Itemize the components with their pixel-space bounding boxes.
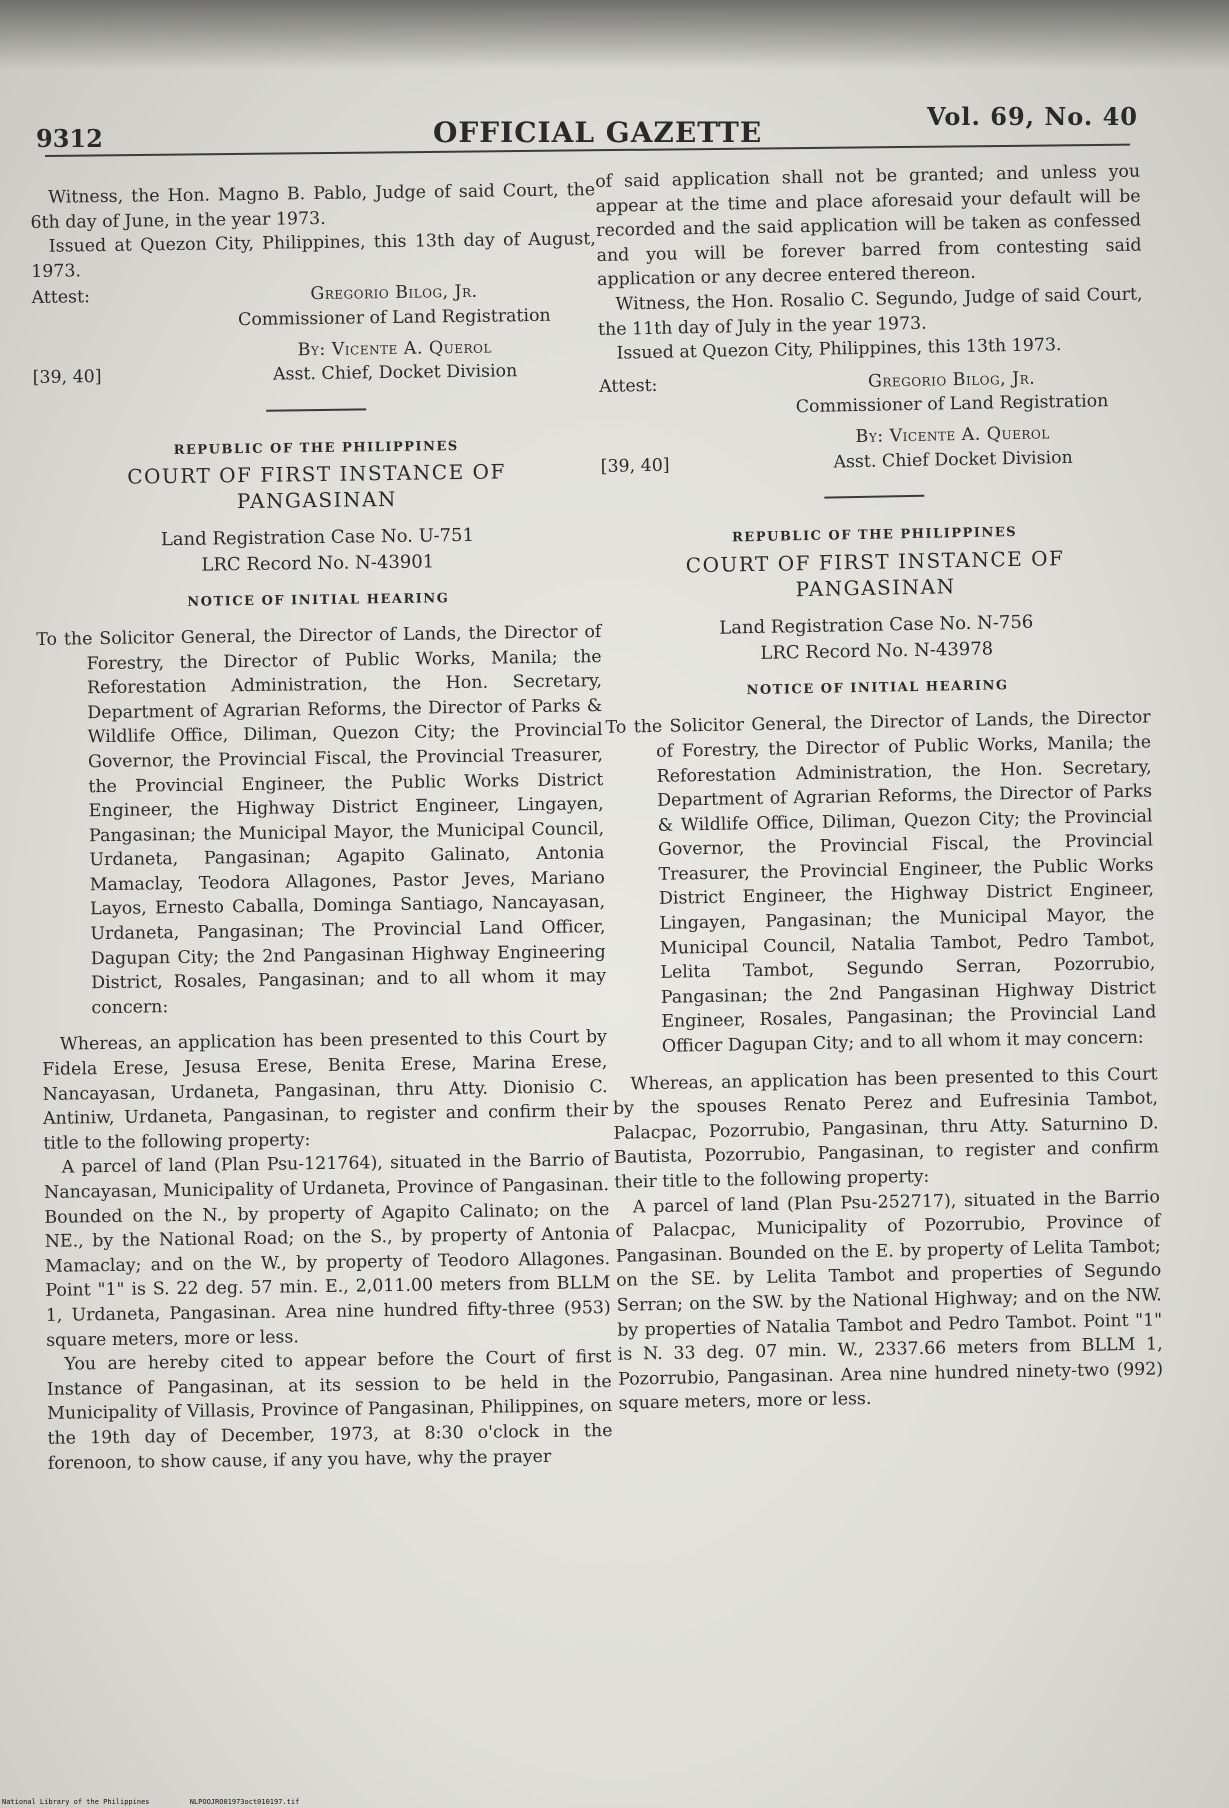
volume-number: Vol. 69, No. 40 <box>927 102 1138 131</box>
page-number: 9312 <box>36 124 103 153</box>
whereas-paragraph: Whereas, an application has been presented to this Court by the spouses Renato Perez and Eufresinia Tambot, Palacpac, Pozorrubio, Pangasinan, thru Atty. Saturnino D. Bautista, Pozorrubio, Pangasinan, to register and confirm their title to the following property: <box>612 1063 1160 1193</box>
lrc-record: LRC Record No. N-43901 <box>201 551 435 576</box>
issued-paragraph: Issued at Quezon City, Philippines, this 13th 1973. <box>616 335 1062 364</box>
cited-paragraph: You are hereby cited to appear before the Court of first Instance of Pangasinan, at its session to be held in the Municipality of Villasis, Province of Pangasinan, Philippines, on the 19th day of December, 1973, at 8:30 o'clock in the forenoon, to show cause, if any you have, why the prayer <box>46 1347 613 1474</box>
issued-paragraph: Issued at Quezon City, Philippines, this 13th day of August, 1973. <box>31 229 596 282</box>
court-heading-line2: PANGASINAN <box>795 573 956 601</box>
library-credit: National Library of the Philippines <box>2 1798 150 1806</box>
court-heading-line1: COURT OF FIRST INSTANCE OF <box>127 459 507 490</box>
issue-reference: [39, 40] <box>32 367 102 389</box>
witness-paragraph: Witness, the Hon. Magno B. Pablo, Judge of said Court, the 6th day of June, in the year 1973. <box>30 180 596 233</box>
parcel-paragraph: A parcel of land (Plan Psu-252717), situated in the Barrio of Palacpac, Municipality of Pozorrubio, Province of Pangasinan. Bounded on the E. by property of Lelita Tambot; on the SE. by Lelita Tambot and properties of Segundo Serran; on the SW. by the National Highway; and on the NW. by properties of Natalia Tambot and Pedro Tambot. Point "1" is N. 33 deg. 07 min. W., 2337.66 meters from BLLM 1, Pozorrubio, Pangasinan. Area nine hundred ninety-two (992) square meters, more or less. <box>615 1186 1164 1415</box>
addressees-paragraph: To the Solicitor General, the Director of Lands, the Director of Forestry, the Director of Public Works, Manila; the Reforestation Administration, the Hon. Secretary, Department of Agrarian Reforms, the Director of Parks & Wildlife Office, Diliman, Quezon City; the Provincial Governor, the Provincial Fiscal, the Provincial Treasurer, the Provincial Engineer, the Public Works District Engineer, the Highway District Engineer, Lingayen, Pangasinan; the Municipal Mayor, the Municipal Council, Urdaneta, Pangasinan; Agapito Galinato, Antonia Mamaclay, Teodora Allagones, Pastor Jeves, Mariano Layos, Ernesto Caballa, Dominga Santiago, Nancayasan, Urdaneta, Pangasinan; The Provincial Land Officer, Dagupan City; the 2nd Pangasinan Highway Engineering District, Rosales, Pangasinan; and to all whom it may concern: <box>36 622 607 1019</box>
right-column <box>595 160 1164 1417</box>
scan-shadow <box>0 0 1229 70</box>
court-heading-line2: PANGASINAN <box>236 487 398 514</box>
whereas-paragraph: Whereas, an application has been presented to this Court by Fidela Erese, Jesusa Erese, Benita Erese, Marina Erese, Nancayasan, Urdaneta, Pangasinan, thru Atty. Dionisio C. Antiniw, Urdaneta, Pangasinan, to register and confirm their title to the following property: <box>42 1027 609 1154</box>
section-divider <box>266 408 366 411</box>
issue-reference: [39, 40] <box>600 455 670 477</box>
attest-label: Attest: <box>598 375 658 397</box>
notice-heading: NOTICE OF INITIAL HEARING <box>187 591 450 611</box>
signer-name: Gregorio Bilog, Jr. <box>310 282 478 305</box>
signer-title: Commissioner of Land Registration <box>237 305 551 331</box>
continued-paragraph: of said application shall not be granted; and unless you appear at the time and place aforesaid your default will be recorded and the said application will be taken as confessed and you will be forever barred from contesting said application or any decree entered thereon. <box>595 161 1142 291</box>
section-divider <box>824 495 924 499</box>
lrc-record: LRC Record No. N-43978 <box>760 638 994 664</box>
case-number: Land Registration Case No. N-756 <box>719 611 1034 639</box>
republic-heading: REPUBLIC OF THE PHILIPPINES <box>173 438 459 458</box>
by-block <box>32 334 598 391</box>
notice-heading: NOTICE OF INITIAL HEARING <box>746 677 1009 698</box>
by-signer: By: Vicente A. Querol <box>855 423 1050 447</box>
parcel-paragraph: A parcel of land (Plan Psu-121764), situated in the Barrio of Nancayasan, Municipality of Urdaneta, Province of Pangasinan. Bounded on the N., by property of Agapito Calinato; on the NE., by the National Road; on the S., by property of Antonia Mamaclay; and on the W., by property of Teodoro Allagones. Point "1" is S. 22 deg. 57 min. E., 2,011.00 meters from BLLM 1, Urdaneta, Pangasinan. Area nine hundred fifty-three (953) square meters, more or less. <box>43 1150 611 1351</box>
left-column <box>30 178 613 1476</box>
signer-title: Commissioner of Land Registration <box>795 391 1109 418</box>
case-number: Land Registration Case No. U-751 <box>160 525 475 551</box>
addressees-paragraph: To the Solicitor General, the Director of Lands, the Director of Forestry, the Director of Public Works, Manila; the Reforestation Administration, the Hon. Secretary, Department of Agrarian Reforms, the Director of Parks & Wildlife Office, Diliman, Quezon City; the Provincial Governor, the Provincial Fiscal, the Provincial Treasurer, the Provincial Engineer, the Public Works District Engineer, the Highway District Engineer, Lingayen, Pangasinan; the Municipal Mayor, the Municipal Council, Natalia Tambot, Pedro Tambot, Lelita Tambot, Segundo Serran, Pozorrubio, Pangasinan; the 2nd Pangasinan Highway District Engineer, Rosales, Pangasinan; the Provincial Land Officer Dagupan City; and to all whom it may concern: <box>605 707 1157 1057</box>
by-title: Asst. Chief, Docket Division <box>272 361 518 385</box>
publication-title: OFFICIAL GAZETTE <box>433 116 763 149</box>
witness-paragraph: Witness, the Hon. Rosalio C. Segundo, Judge of said Court, the 11th day of July in the year 1973. <box>597 284 1143 340</box>
by-signer: By: Vicente A. Querol <box>297 337 493 360</box>
signer-name: Gregorio Bilog, Jr. <box>867 368 1036 392</box>
court-heading-line1: COURT OF FIRST INSTANCE OF <box>685 545 1065 578</box>
by-title: Asst. Chief Docket Division <box>833 447 1073 473</box>
attest-label: Attest: <box>31 287 90 309</box>
republic-heading: REPUBLIC OF THE PHILIPPINES <box>731 525 1018 546</box>
by-block <box>600 419 1146 479</box>
file-id: NLPOOJRO01973oct010197.tif <box>189 1798 300 1806</box>
scan-footer <box>2 1798 335 1806</box>
